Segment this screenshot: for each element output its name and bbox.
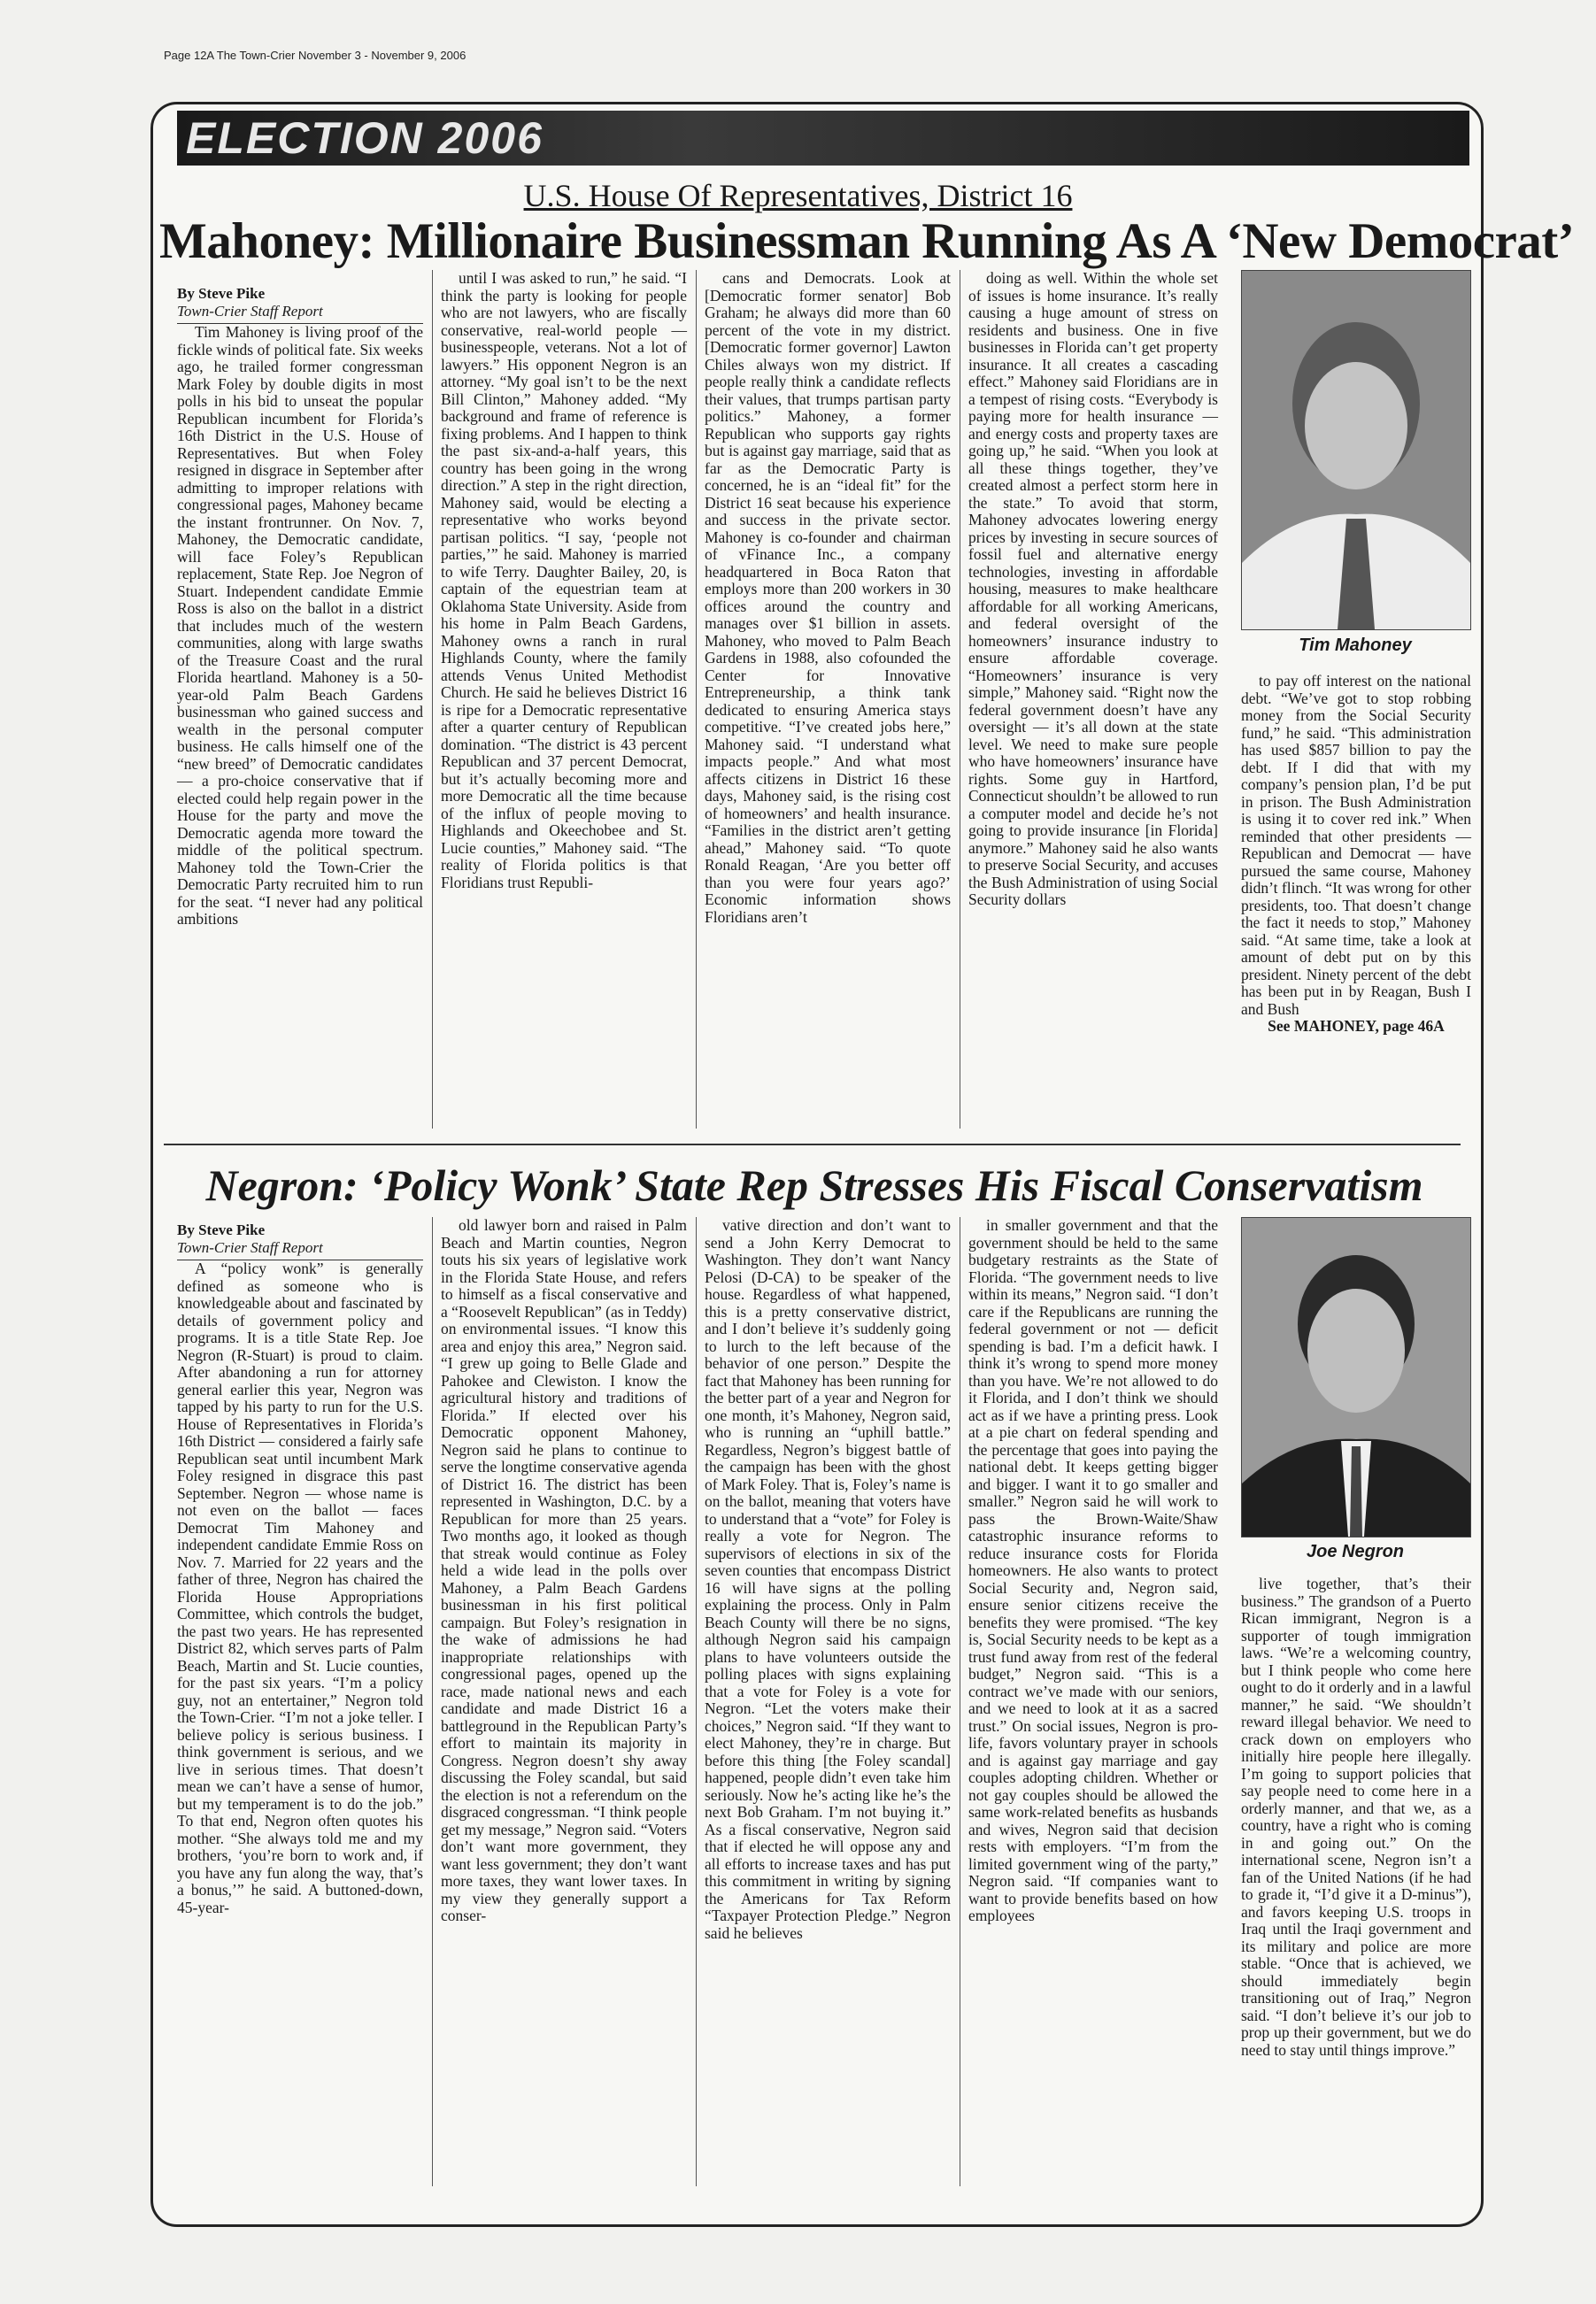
article1-col2-text: until I was asked to run,” he said. “I think the party is looking for people who are not lawyers, who are fiscally conservative, real-world people — businesspeople, veterans. Not a lot of lawyers.” His opponent Negron is an attorney. “My goal isn’t to be the next Bill Clinton,” Mahoney added. “My background and frame of reference is fixing problems. And I happen to think the past six-and-a-half years, this country has been going in the wrong direction.” A step in the right direction, Mahoney said, would be electing a representative who works beyond partisan politics. “I say, ‘people not parties,’” he said. Mahoney is married to wife Terry. Daughter Bailey, 20, is captain of the equestrian team at Oklahoma State University. Aside from his home in Palm Beach Gardens, Mahoney owns a ranch in rural Highlands County, where the family attends Venus United Methodist Church. He said he believes District 16 is ripe for a Democratic representative after a quarter century of Republican domination. “The district is 43 percent Republican and 37 percent Democrat, but it’s actually becoming more and more Democratic all the time because of the influx of people moving to Highlands and Okeechobee and St. Lucie counties,” Mahoney said. “The reality of Florida politics is that Floridians trust Republi- — [441, 269, 687, 891]
banner-title: ELECTION 2006 — [186, 113, 544, 163]
article2-column-5 — [1241, 1576, 1471, 2059]
article1-headline: Mahoney: Millionaire Businessman Running As A ‘New Democrat’ — [159, 213, 1575, 269]
article1-staff: Town-Crier Staff Report — [177, 303, 423, 325]
article-divider — [164, 1144, 1461, 1145]
article1-column-4 — [968, 270, 1218, 909]
article1-byline: By Steve Pike — [177, 285, 266, 302]
article1-column-5 — [1241, 673, 1471, 1036]
article2-byline: By Steve Pike — [177, 1221, 266, 1238]
column-rule — [432, 270, 433, 1129]
article1-col1-text: Tim Mahoney is living proof of the fickle winds of political fate. Six weeks ago, he trailed former congressman Mark Foley by double digits in most polls in his bid to unseat the popular Republican incumbent for Florida’s 16th District in the U.S. House of Representatives. But when Foley resigned in disgrace in September after admitting to improper relations with congressional pages, Mahoney became the instant frontrunner. On Nov. 7, Mahoney, the Democratic candidate, will face Foley’s Republican replacement, State Rep. Joe Negron of Stuart. Independent candidate Emmie Ross is also on the ballot in a district that includes much of the western communities, along with large swaths of the Treasure Coast and the rural Florida heartland. Mahoney is a 50-year-old Palm Beach Gardens businessman who gained success and wealth in the personal computer business. He calls himself one of the “new breed” of Democratic candidates — a pro-choice conservative that if elected could help regain power in the House for the party and move the Democratic agenda more toward the middle of the political spectrum. Mahoney told the Town-Crier the Democratic Party recruited him to run for the seat. “I never had any political ambitions — [177, 323, 423, 928]
article2-column-2 — [441, 1217, 687, 1925]
article2-column-3 — [705, 1217, 951, 1942]
tim-mahoney-caption: Tim Mahoney — [1299, 636, 1412, 655]
joe-negron-photo — [1241, 1217, 1471, 1537]
article2-column-4 — [968, 1217, 1218, 1925]
article2-staff: Town-Crier Staff Report — [177, 1239, 423, 1261]
see-more-link[interactable]: See MAHONEY, page 46A — [1268, 1017, 1445, 1035]
page-header: Page 12A The Town-Crier November 3 - November 9, 2006 — [164, 49, 466, 62]
joe-negron-caption: Joe Negron — [1306, 1542, 1405, 1561]
article2-col5-text: live together, that’s their business.” The grandson of a Puerto Rican immigrant, Negron is a supporter of tough immigration laws. “We’re a welcoming country, but I think people who come here ought to do it orderly and in a lawful manner,” he said. “We shouldn’t reward illegal behavior. We need to crack down on employers who initially hire people here illegally. I’m going to support policies that say people need to come here in a orderly manner, and that we, as a country, have a right who is coming in and going out.” On the international scene, Negron isn’t a fan of the United Nations (if he had to grade it, “I’d give it a D-minus”), and favors keeping U.S. troops in Iraq until the Iraqi government and its military and police are more stable. “Once that is achieved, we should immediately begin transitioning out of Iraq,” Negron said. “I don’t believe it’s our job to prop up their government, but we do need to stay until things improve.” — [1241, 1575, 1471, 2059]
article2-col4-text: in smaller government and that the government should be held to the same budgetary restraints as the State of Florida. “The government needs to live within its means,” Negron said. “I don’t care if the Republicans are running the federal government or not — deficit spending is bad. I’m a deficit hawk. I think it’s wrong to spend more money than you have. We’re not allowed to do it Florida, and I don’t think we should act as if we have a printing press. Look at a pie chart on federal spending and the percentage that goes into paying the national debt. It keeps getting bigger and bigger. I want it to go smaller and smaller.” Negron said he will work to pass the Brown-Waite/Shaw catastrophic insurance reforms to reduce insurance costs for Florida homeowners. He also wants to protect Social Security and, Negron said, ensure senior citizens receive the benefits they were promised. “The key is, Social Security needs to be kept as a trust fund away from rest of the federal budget,” Negron said. “This is a contract we’ve made with our seniors, and we need to look at it as a sacred trust.” On social issues, Negron is pro-life, favors voluntary prayer in schools and is against gay marriage and gay couples adopting children. Whether or not gay couples should be allowed the same work-related benefits as husbands and wives, Negron said that decision rests with employers. “I’m from the limited government wing of the party,” Negron said. “If companies want to want to provide benefits based on how employees — [968, 1216, 1218, 1924]
article2-headline: Negron: ‘Policy Wonk’ State Rep Stresses His Fiscal Conservatism — [205, 1160, 1423, 1210]
article2-column-1 — [177, 1221, 423, 1916]
article1-column-3 — [705, 270, 951, 926]
column-rule — [696, 270, 697, 1129]
article1-kicker: U.S. House Of Representatives, District 16 — [523, 178, 1073, 213]
column-rule — [432, 1217, 433, 2186]
article1-col5-text: to pay off interest on the national debt. “We’ve got to stop robbing money from the Social Security fund,” he said. “This administration has used $857 billion to pay the debt. If I did that with my company’s pension plan, I’d be put in prison. The Bush Administration is using it to cover red ink.” When reminded that other presidents — Republican and Democrat — have pursued the same course, Mahoney didn’t flinch. “It was wrong for other presidents, too. That doesn’t change the fact it needs to stop,” Mahoney said. “At same time, take a look at amount of debt put on by this president. Ninety percent of the debt has been put in by Reagan, Bush I and Bush — [1241, 672, 1471, 1018]
article1-column-1 — [177, 285, 423, 929]
tim-mahoney-photo — [1241, 270, 1471, 630]
article2-col2-text: old lawyer born and raised in Palm Beach and Martin counties, Negron touts his six years of legislative work in the Florida State House, and refers to himself as a fiscal conservative and a “Roosevelt Republican” (as in Teddy) on environmental issues. “I know this area and enjoy this area,” Negron said. “I grew up going to Belle Glade and Pahokee and Clewiston. I know the agricultural history and traditions of Florida.” If elected over his Democratic opponent Mahoney, Negron said he plans to continue to serve the longtime conservative agenda of District 16. The district has been represented in Washington, D.C. by a Republican for more than 25 years. Two months ago, it looked as though that streak would continue as Foley held a wide lead in the polls over Mahoney, a Palm Beach Gardens businessman in his first political campaign. But Foley’s resignation in the wake of admissions he had inappropriate relationships with congressional pages, opened up the race, made national news and each candidate and made District 16 a battleground in the Republican Party’s effort to maintain its majority in Congress. Negron doesn’t shy away discussing the Foley scandal, but said the election is not a referendum on the disgraced congressman. “I think people get my message,” Negron said. “Voters don’t want more government, they want less government; they don’t want more taxes, they want lower taxes. In my view they generally support a conser- — [441, 1216, 687, 1924]
article1-col4-text: doing as well. Within the whole set of issues is home insurance. It’s really causing a huge amount of stress on residents and business. One in five businesses in Florida can’t get property insurance. It all creates a cascading effect.” Mahoney said Floridians are in a tempest of rising costs. “Everybody is paying more for health insurance — and energy costs and property taxes are going up,” he said. “When you look at all these things together, they’ve created almost a perfect storm here in the state.” To avoid that storm, Mahoney advocates lowering energy prices by investing in secure sources of fossil fuel and alternative energy technologies, investing in affordable housing, measures to make healthcare affordable for all working Americans, and federal oversight of the homeowners’ insurance industry to ensure affordable coverage. “Homeowners’ insurance is very simple,” Mahoney said. “Right now the federal government doesn’t have any oversight — it’s all down at the state level. We need to make sure people who have homeowners’ insurance have rights. Some guy in Hartford, Connecticut shouldn’t be allowed to run a computer model and decide he’s not going to provide insurance [in Florida] anymore.” Mahoney said he also wants to preserve Social Security, and accuses the Bush Administration of using Social Security dollars — [968, 269, 1218, 908]
article2-col3-text: vative direction and don’t want to send a John Kerry Democrat to Washington. They don’t want Nancy Pelosi (D-CA) to be speaker of the house. Regardless of what happened, this is a pretty conservative district, and I don’t believe it’s suddenly going to lurch to the left because of the behavior of one person.” Despite the fact that Mahoney has been running for the better part of a year and Negron for one month, it’s Mahoney, Negron said, who is running an “uphill battle.” Regardless, Negron’s biggest battle of the campaign has been with the ghost of Mark Foley. That is, Foley’s name is on the ballot, meaning that voters have to understand that a “vote” for Foley is really a vote for Negron. The supervisors of elections in six of the seven counties that encompass District 16 will have signs at the polling explaining the process. Only in Palm Beach County will there be no signs, although Negron said his campaign plans to have volunteers outside the polling places with signs explaining that a vote for Foley is a vote for Negron. “Let the voters make their choices,” Negron said. “If they want to elect Mahoney, they’re in charge. But before this thing [the Foley scandal] happened, people didn’t even take him seriously. Now he’s acting like he’s the next Bob Graham. I’m not buying it.” As a fiscal conservative, Negron said that if elected he will oppose any and all efforts to increase taxes and has put this commitment in writing by signing the Americans for Tax Reform “Taxpayer Protection Pledge.” Negron said he believes — [705, 1216, 951, 1942]
article1-col3-text: cans and Democrats. Look at [Democratic former senator] Bob Graham; he always did more than 60 percent of the vote in my district. [Democratic former governor] Lawton Chiles always won my district. If people really think a candidate reflects their values, that trumps partisan party politics.” Mahoney, a former Republican who supports gay rights but is against gay marriage, said that as far as the Democratic Party is concerned, he is an “ideal fit” for the District 16 seat because his experience and success in the private sector. Mahoney is co-founder and chairman of vFinance Inc., a company headquartered in Boca Raton that employs more than 200 workers in 30 offices around the country and manages over $1 billion in assets. Mahoney, who moved to Palm Beach Gardens in 1988, also cofounded the Center for Innovative Entrepreneurship, a think tank dedicated to ensuring America stays competitive. “I’ve created jobs here,” Mahoney said. “I understand what impacts people.” And what most affects citizens in District 16 these days, Mahoney said, is the rising cost of homeowners’ and health insurance. “Families in the district aren’t getting ahead,” Mahoney said. “To quote Ronald Reagan, ‘Are you better off than you were four years ago?’ Economic information shows Floridians aren’t — [705, 269, 951, 926]
article2-col1-text: A “policy wonk” is generally defined as someone who is knowledgeable about and fascinated by details of government policy and programs. It is a title State Rep. Joe Negron (R-Stuart) is proud to claim. After abandoning a run for attorney general earlier this year, Negron was tapped by his party to run for the U.S. House of Representatives in Florida’s 16th District — considered a fairly safe Republican seat until incumbent Mark Foley resigned in disgrace this past September. Negron — whose name is not even on the ballot — faces Democrat Tim Mahoney and independent candidate Emmie Ross on Nov. 7. Married for 22 years and the father of three, Negron has chaired the Florida House Appropriations Committee, which controls the budget, the past two years. He has represented District 82, which serves parts of Palm Beach, Martin and St. Lucie counties, for the past six years. “I’m a policy guy, not an entertainer,” Negron told the Town-Crier. “I’m not a joke teller. I believe policy is serious business. I think government is serious, and we live in serious times. That doesn’t mean we can’t have a sense of humor, but my temperament is to do the job.” To that end, Negron often quotes his mother. “She always told me and my brothers, ‘you’re born to work and, if you have any fun along the way, that’s a bonus,’” he said. A buttoned-down, 45-year- — [177, 1260, 423, 1916]
article1-column-2 — [441, 270, 687, 891]
column-rule — [696, 1217, 697, 2186]
